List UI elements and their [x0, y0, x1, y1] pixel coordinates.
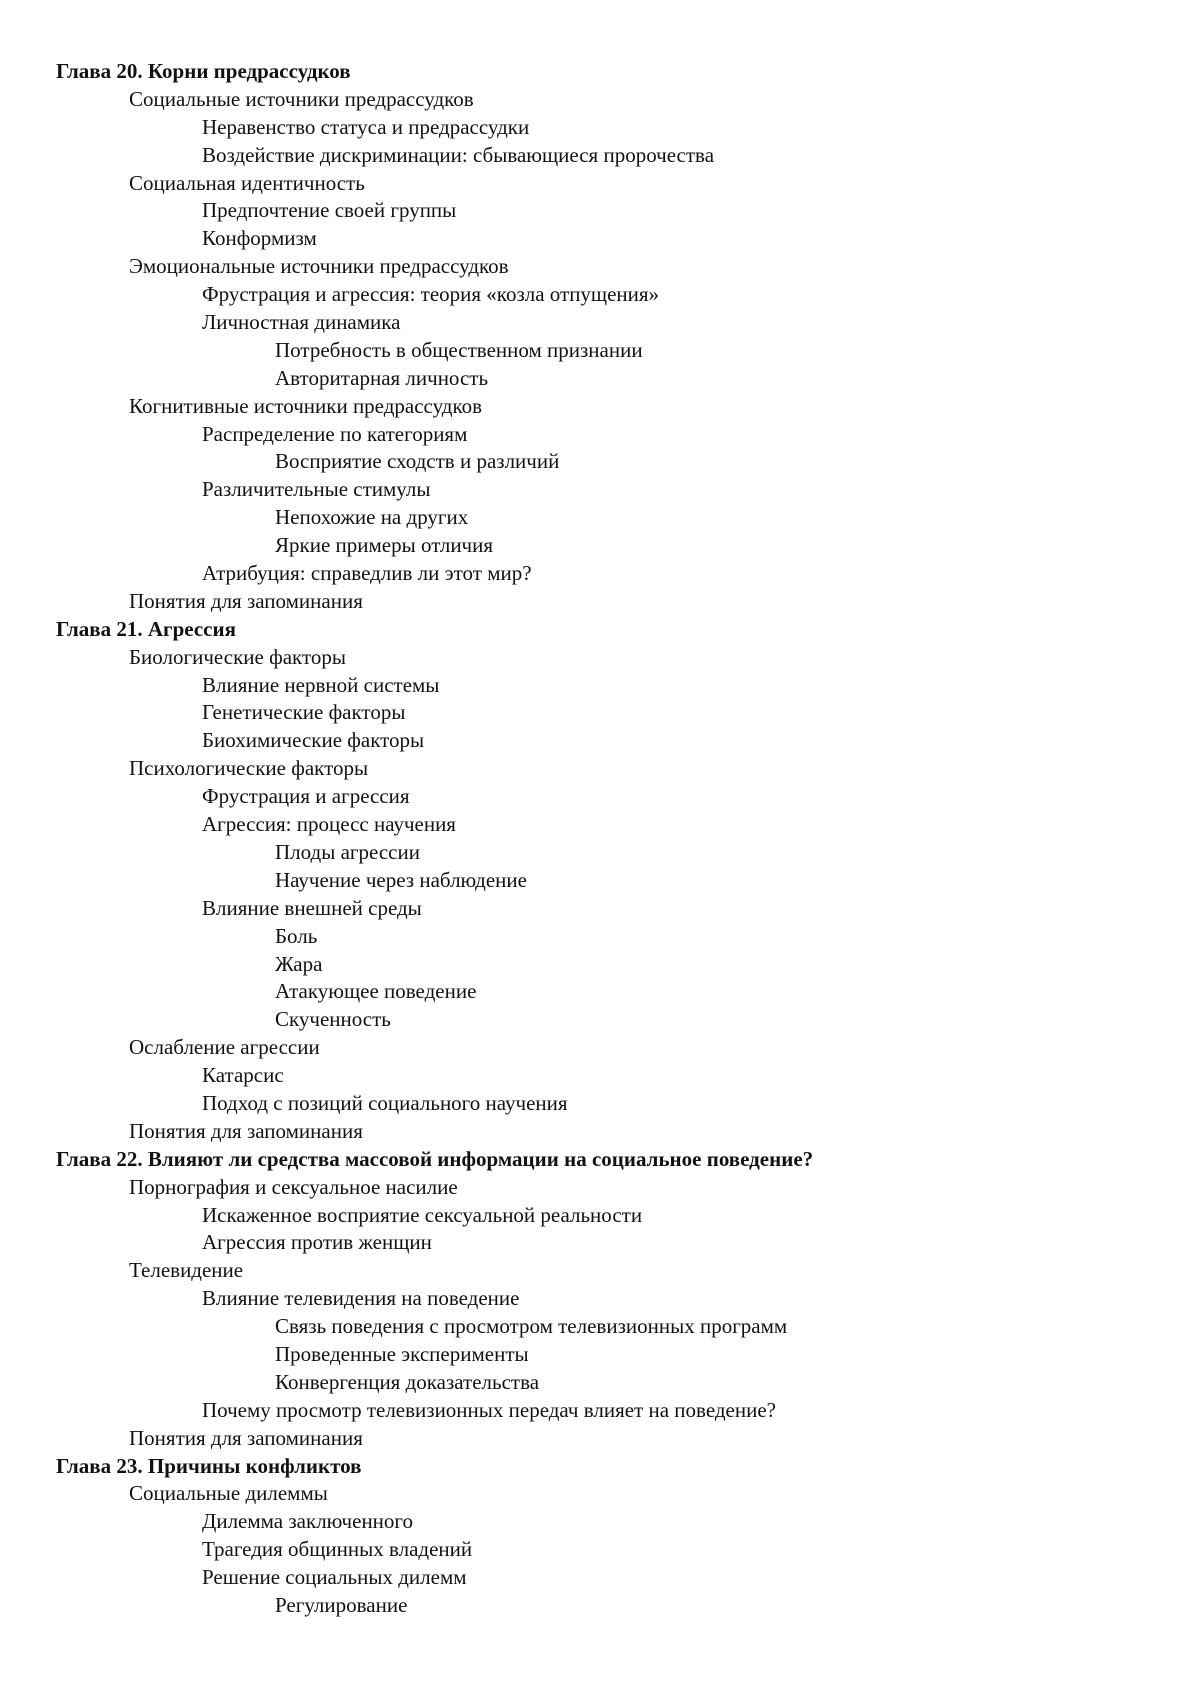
subsubsection-entry: Связь поведения с просмотром телевизионных программ: [275, 1314, 788, 1339]
section-entry: Понятия для запоминания: [129, 1118, 363, 1143]
subsubsection-entry: Авторитарная личность: [275, 365, 489, 390]
subsection-entry: Искаженное восприятие сексуальной реальности: [202, 1202, 643, 1227]
subsection-entry: Агрессия против женщин: [202, 1230, 432, 1255]
subsubsection-entry: Непохожие на других: [275, 505, 469, 530]
subsection-entry: Трагедия общинных владений: [202, 1537, 473, 1562]
subsubsection-entry: Жара: [275, 951, 323, 976]
section-entry: Социальные дилеммы: [129, 1481, 328, 1506]
chapter-heading: Глава 20. Корни предрассудков: [56, 59, 351, 83]
section-entry: Когнитивные источники предрассудков: [129, 393, 483, 418]
section-entry: Биологические факторы: [129, 644, 346, 669]
subsection-entry: Дилемма заключенного: [202, 1509, 414, 1534]
section-entry: Ослабление агрессии: [129, 1035, 320, 1060]
subsection-entry: Атрибуция: справедлив ли этот мир?: [202, 561, 532, 586]
subsection-entry: Влияние телевидения на поведение: [202, 1286, 520, 1311]
subsection-entry: Фрустрация и агрессия: [202, 784, 410, 809]
subsection-entry: Личностная динамика: [202, 310, 401, 335]
subsubsection-entry: Потребность в общественном признании: [275, 337, 643, 362]
subsubsection-entry: Конвергенция доказательства: [275, 1369, 540, 1394]
subsection-entry: Биохимические факторы: [202, 728, 425, 753]
section-entry: Понятия для запоминания: [129, 1425, 363, 1450]
subsection-entry: Распределение по категориям: [202, 421, 468, 446]
subsection-entry: Влияние нервной системы: [202, 672, 440, 697]
subsection-entry: Предпочтение своей группы: [202, 198, 457, 223]
table-of-contents: [56, 58, 1176, 1620]
subsubsection-entry: Регулирование: [275, 1592, 408, 1617]
subsubsection-entry: Атакующее поведение: [275, 979, 477, 1004]
subsubsection-entry: Яркие примеры отличия: [275, 533, 494, 558]
subsubsection-entry: Научение через наблюдение: [275, 867, 527, 892]
subsubsection-entry: Восприятие сходств и различий: [275, 449, 560, 474]
section-entry: Психологические факторы: [129, 756, 369, 781]
subsection-entry: Генетические факторы: [202, 700, 406, 725]
subsection-entry: Различительные стимулы: [202, 477, 431, 502]
subsubsection-entry: Плоды агрессии: [275, 839, 420, 864]
subsection-entry: Катарсис: [202, 1063, 284, 1088]
subsection-entry: Агрессия: процесс научения: [202, 812, 456, 837]
section-entry: Социальная идентичность: [129, 170, 365, 195]
section-entry: Телевидение: [129, 1258, 244, 1283]
section-entry: Понятия для запоминания: [129, 588, 363, 613]
chapter-heading: Глава 23. Причины конфликтов: [56, 1453, 362, 1478]
chapter-heading: Глава 22. Влияют ли средства массовой информации на социальное поведение?: [56, 1146, 814, 1171]
section-entry: Эмоциональные источники предрассудков: [129, 254, 509, 279]
subsection-entry: Воздействие дискриминации: сбывающиеся пророчества: [202, 142, 715, 167]
subsubsection-entry: Боль: [275, 923, 318, 948]
subsection-entry: Фрустрация и агрессия: теория «козла отпущения»: [202, 282, 660, 307]
subsection-entry: Решение социальных дилемм: [202, 1565, 467, 1590]
subsection-entry: Почему просмотр телевизионных передач влияет на поведение?: [202, 1397, 776, 1422]
subsection-entry: Конформизм: [202, 226, 317, 251]
subsubsection-entry: Скученность: [275, 1007, 391, 1032]
subsection-entry: Подход с позиций социального научения: [202, 1090, 568, 1115]
subsection-entry: Неравенство статуса и предрассудки: [202, 114, 530, 139]
section-entry: Порнография и сексуальное насилие: [129, 1174, 458, 1199]
subsubsection-entry: Проведенные эксперименты: [275, 1341, 529, 1366]
chapter-heading: Глава 21. Агрессия: [56, 616, 236, 641]
subsection-entry: Влияние внешней среды: [202, 895, 422, 920]
section-entry: Социальные источники предрассудков: [129, 86, 474, 111]
